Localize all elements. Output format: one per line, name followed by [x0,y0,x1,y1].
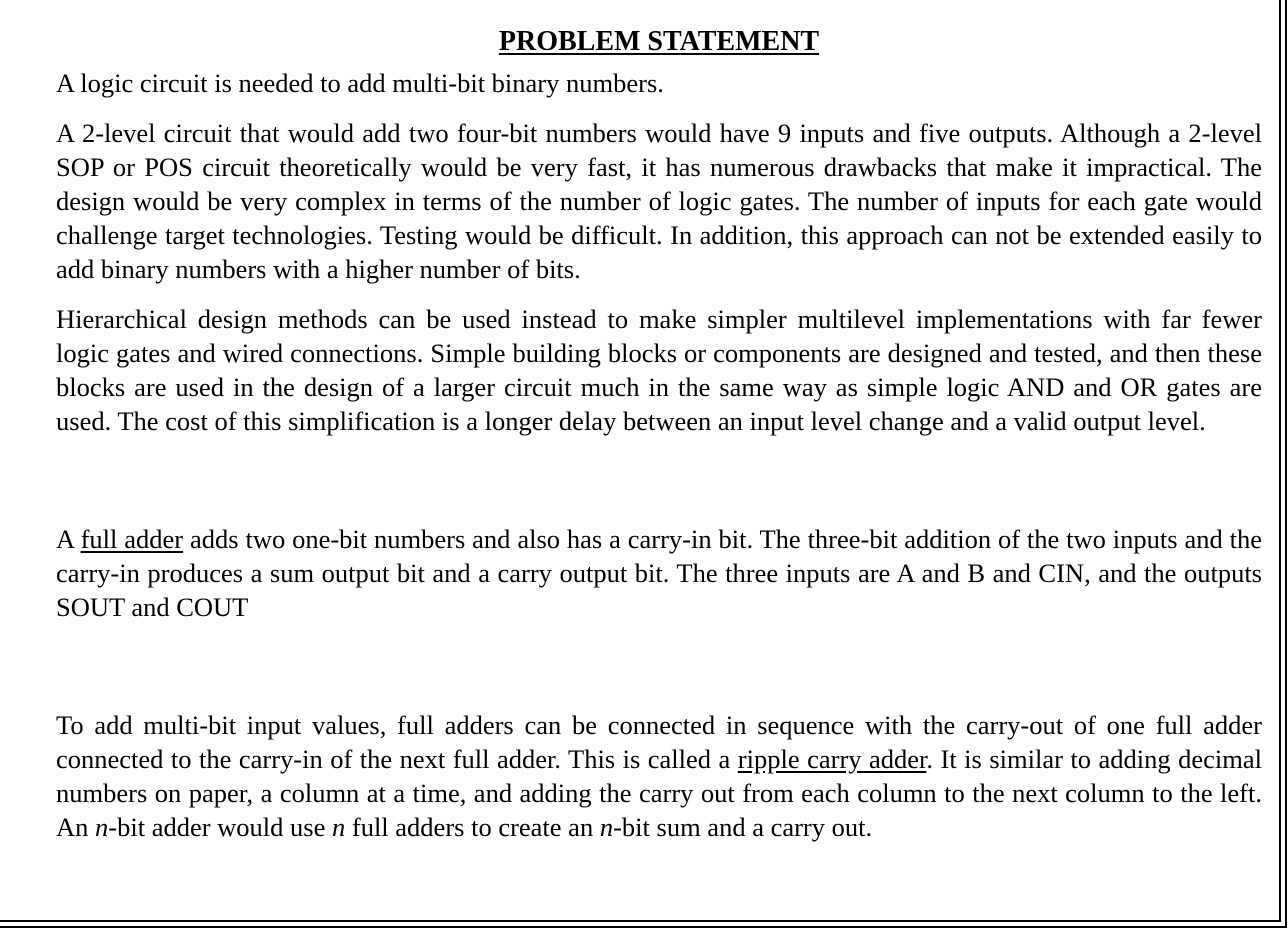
text-segment: -bit sum and a carry out. [613,812,873,842]
border-bottom-inner [0,920,1281,922]
text-segment: adds two one-bit numbers and also has a carry-in bit. The three-bit addition of the two inputs and the carry-in produces a sum output bit and a carry output bit. The three inputs are A and B and CIN, and the outputs SOUT and COUT [56,524,1262,622]
border-bottom-outer [0,926,1287,928]
border-right-outer [1285,0,1287,928]
text-segment: To add multi-bit input values, full adders can be connected in sequence with the carry-out of one full adder connected to the carry-in of the next full adder. This is called a [56,710,1262,774]
paragraph-two-level-circuit: A 2-level circuit that would add two four-bit numbers would have 9 inputs and five outputs. Although a 2-level SOP or POS circuit theoretically would be very fast, it has numerous drawbacks that make it impractical. The design would be very complex in terms of the number of logic gates. The number of inputs for each gate would challenge target technologies. Testing would be difficult. In addition, this approach can not be extended easily to add binary numbers with a higher number of bits. [56,118,1262,284]
text-segment: . It is similar to adding decimal numbers on paper, a column at a time, and adding the carry out from each column to the next column to the left. An [56,744,1262,842]
text-segment: -bit adder would use [108,812,332,842]
italic-n: n [95,812,109,842]
italic-n: n [599,812,614,842]
text-segment: A [56,524,81,554]
italic-n: n [332,812,346,842]
document-body [56,24,1262,844]
paragraph-full-adder [56,522,1262,624]
page-title: PROBLEM STATEMENT [498,26,820,57]
paragraph-hierarchical-design: Hierarchical design methods can be used instead to make simpler multilevel implementations with far fewer logic gates and wired connections. Simple building blocks or components are designed and tested, and then these blocks are used in the design of a larger circuit much in the same way as simple logic AND and OR gates are used. The cost of this simplification is a longer delay between an input level change and a valid output level. [56,304,1262,436]
term-full-adder: full adder [80,524,184,554]
paragraph-ripple-carry-adder [56,708,1262,844]
text-segment: full adders to create an [345,812,600,842]
paragraph-intro: A logic circuit is needed to add multi-bit binary numbers. [56,68,664,98]
term-ripple-carry-adder: ripple carry adder [737,744,927,774]
border-right-inner [1279,0,1281,922]
